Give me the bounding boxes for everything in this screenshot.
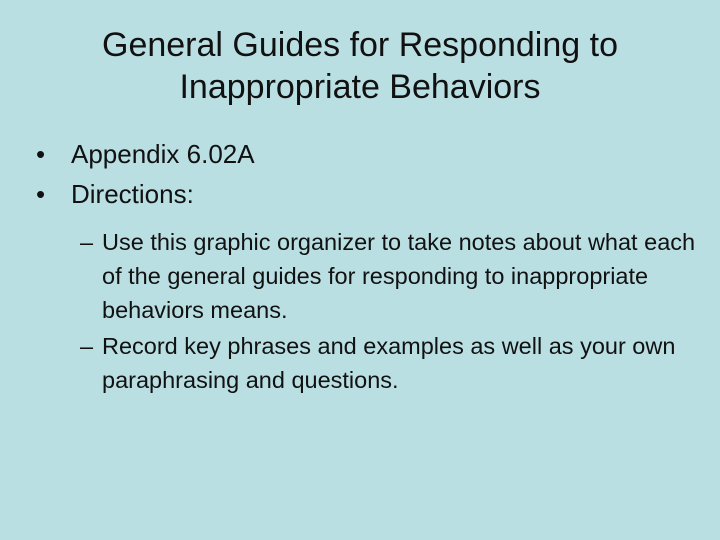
bullet-item-directions — [36, 174, 696, 214]
slide-title — [20, 24, 700, 108]
bullet-text: Directions: — [71, 179, 194, 209]
sub-bullet-list — [80, 225, 700, 399]
bullet-text: Appendix 6.02A — [71, 139, 255, 169]
sub-bullet-text: Record key phrases and examples as well as your own paraphrasing and questions. — [102, 333, 676, 393]
bullet-list — [36, 134, 696, 214]
slide-title-line-2: Inappropriate Behaviors — [179, 68, 541, 106]
sub-bullet-marker: – — [80, 229, 94, 255]
sub-bullet-marker: – — [80, 333, 94, 359]
bullet-marker: • — [36, 139, 46, 169]
sub-bullet-item — [80, 225, 700, 327]
bullet-item-appendix — [36, 134, 696, 174]
slide-title-line-1: General Guides for Responding to — [102, 26, 618, 64]
sub-bullet-item — [80, 329, 700, 397]
bullet-marker: • — [36, 179, 46, 209]
sub-bullet-text: Use this graphic organizer to take notes about what each of the general guides for responding to inappropriate behaviors means. — [102, 229, 696, 323]
